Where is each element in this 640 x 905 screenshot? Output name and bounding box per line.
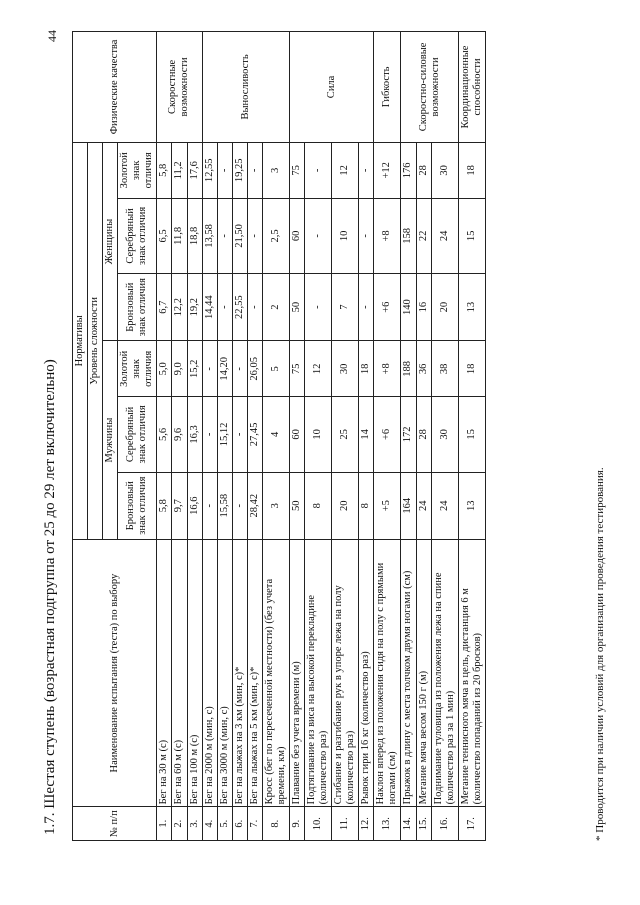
table-row	[232, 32, 247, 841]
table-row	[401, 32, 416, 841]
men-value: 20	[332, 472, 359, 539]
table-row	[289, 32, 304, 841]
women-value: 11,2	[172, 142, 187, 198]
men-value: 5,8	[157, 472, 172, 539]
men-value: 75	[289, 341, 304, 397]
men-value: 5	[262, 341, 289, 397]
men-value: 36	[416, 341, 431, 397]
women-value: -	[247, 274, 262, 341]
women-value: -	[359, 198, 374, 273]
quality-cell: Координационные способности	[458, 32, 485, 143]
test-name: Бег на лыжах на 3 км (мин, с)*	[232, 539, 247, 807]
women-value: -	[247, 142, 262, 198]
test-name: Метание теннисного мяча в цель, дистанция 6 м (количество попаданий из 20 бросков)	[458, 539, 485, 807]
women-value: 5,8	[157, 142, 172, 198]
women-value: 176	[401, 142, 416, 198]
women-value: -	[217, 274, 232, 341]
row-number: 8.	[262, 807, 289, 841]
men-value: 13	[458, 472, 485, 539]
table-body	[157, 32, 485, 841]
quality-cell: Скоростные возможности	[157, 32, 202, 143]
test-name: Плавание без учета времени (м)	[289, 539, 304, 807]
row-number: 9.	[289, 807, 304, 841]
men-value: 28	[416, 397, 431, 472]
women-value: 17,6	[187, 142, 202, 198]
test-name: Наклон вперед из положения сидя на полу с прямыми ногами (см)	[374, 539, 401, 807]
norms-table	[72, 31, 486, 841]
women-value: -	[217, 198, 232, 273]
table-row	[247, 32, 262, 841]
women-value: 14,44	[202, 274, 217, 341]
women-value: 50	[289, 274, 304, 341]
table-row	[416, 32, 431, 841]
table-row	[374, 32, 401, 841]
header-quality: Физические качества	[73, 32, 157, 143]
men-value: +5	[374, 472, 401, 539]
men-value: 50	[289, 472, 304, 539]
header-silver-m: Серебряный знак отличия	[118, 397, 157, 472]
men-value: 60	[289, 397, 304, 472]
header-norms: Нормативы	[73, 142, 88, 539]
men-value: 10	[305, 397, 332, 472]
men-value: 188	[401, 341, 416, 397]
men-value: 28,42	[247, 472, 262, 539]
women-value: 158	[401, 198, 416, 273]
men-value: 14	[359, 397, 374, 472]
table-row	[431, 32, 458, 841]
women-value: 24	[431, 198, 458, 273]
row-number: 14.	[401, 807, 416, 841]
men-value: 15,2	[187, 341, 202, 397]
header-name: Наименование испытания (теста) по выбору	[73, 539, 157, 807]
header-women: Женщины	[103, 142, 118, 341]
women-value: -	[305, 274, 332, 341]
women-value: 75	[289, 142, 304, 198]
women-value: 15	[458, 198, 485, 273]
men-value: 9,7	[172, 472, 187, 539]
women-value: 16	[416, 274, 431, 341]
footnote: * Проводится при наличии условий для организации проведения тестирования.	[594, 467, 606, 841]
women-value: -	[305, 142, 332, 198]
table-row	[187, 32, 202, 841]
women-value: 10	[332, 198, 359, 273]
men-value: 8	[305, 472, 332, 539]
page-number: 44	[45, 30, 59, 42]
quality-cell: Сила	[289, 32, 373, 143]
men-value: -	[202, 341, 217, 397]
women-value: 2	[262, 274, 289, 341]
table-row	[359, 32, 374, 841]
women-value: +6	[374, 274, 401, 341]
men-value: 5,6	[157, 397, 172, 472]
women-value: 12,55	[202, 142, 217, 198]
header-bronze-w: Бронзовый знак отличия	[118, 274, 157, 341]
men-value: 5,0	[157, 341, 172, 397]
men-value: +8	[374, 341, 401, 397]
table-row	[202, 32, 217, 841]
row-number: 2.	[172, 807, 187, 841]
test-name: Бег на 2000 м (мин, с)	[202, 539, 217, 807]
row-number: 12.	[359, 807, 374, 841]
header-level: Уровень сложности	[88, 142, 103, 539]
row-number: 7.	[247, 807, 262, 841]
women-value: 60	[289, 198, 304, 273]
men-value: 164	[401, 472, 416, 539]
men-value: 14,20	[217, 341, 232, 397]
men-value: 8	[359, 472, 374, 539]
women-value: -	[305, 198, 332, 273]
test-name: Бег на 3000 м (мин, с)	[217, 539, 232, 807]
quality-cell: Гибкость	[374, 32, 401, 143]
women-value: 7	[332, 274, 359, 341]
men-value: -	[232, 341, 247, 397]
row-number: 16.	[431, 807, 458, 841]
men-value: +6	[374, 397, 401, 472]
women-value: 21,50	[232, 198, 247, 273]
women-value: +12	[374, 142, 401, 198]
test-name: Бег на 30 м (с)	[157, 539, 172, 807]
men-value: 172	[401, 397, 416, 472]
men-value: 16,3	[187, 397, 202, 472]
header-silver-w: Серебряный знак отличия	[118, 198, 157, 273]
row-number: 15.	[416, 807, 431, 841]
women-value: 28	[416, 142, 431, 198]
women-value: 20	[431, 274, 458, 341]
men-value: 9,6	[172, 397, 187, 472]
table-row	[332, 32, 359, 841]
row-number: 5.	[217, 807, 232, 841]
women-value: -	[247, 198, 262, 273]
men-value: 38	[431, 341, 458, 397]
men-value: 15	[458, 397, 485, 472]
women-value: 19,25	[232, 142, 247, 198]
women-value: 22	[416, 198, 431, 273]
women-value: -	[359, 142, 374, 198]
men-value: 18	[458, 341, 485, 397]
row-number: 3.	[187, 807, 202, 841]
men-value: 15,12	[217, 397, 232, 472]
men-value: 12	[305, 341, 332, 397]
test-name: Бег на лыжах на 5 км (мин, с)*	[247, 539, 262, 807]
row-number: 10.	[305, 807, 332, 841]
test-name: Кросс (бег по пересеченной местности) (без учета времени, км)	[262, 539, 289, 807]
women-value: 12,2	[172, 274, 187, 341]
test-name: Прыжок в длину с места толчком двумя ногами (см)	[401, 539, 416, 807]
men-value: 4	[262, 397, 289, 472]
men-value: 3	[262, 472, 289, 539]
men-value: 30	[431, 397, 458, 472]
women-value: 6,7	[157, 274, 172, 341]
table-row	[157, 32, 172, 841]
row-number: 11.	[332, 807, 359, 841]
table-row	[262, 32, 289, 841]
men-value: 18	[359, 341, 374, 397]
table-row	[305, 32, 332, 841]
test-name: Поднимание туловища из положения лежа на спине (количество раз за 1 мин)	[431, 539, 458, 807]
women-value: 18	[458, 142, 485, 198]
header-gold-w: Золотой знак отличия	[118, 142, 157, 198]
men-value: 16,6	[187, 472, 202, 539]
quality-cell: Выносливость	[202, 32, 289, 143]
men-value: 25	[332, 397, 359, 472]
women-value: 30	[431, 142, 458, 198]
men-value: 24	[431, 472, 458, 539]
men-value: 15,58	[217, 472, 232, 539]
header-men: Мужчины	[103, 341, 118, 540]
rotated-page	[42, 27, 622, 877]
women-value: -	[359, 274, 374, 341]
women-value: 140	[401, 274, 416, 341]
women-value: 2,5	[262, 198, 289, 273]
women-value: 13,58	[202, 198, 217, 273]
women-value: -	[217, 142, 232, 198]
table-row	[458, 32, 485, 841]
section-title: 1.7. Шестая ступень (возрастная подгруппа от 25 до 29 лет включительно)	[42, 359, 58, 835]
men-value: -	[232, 472, 247, 539]
row-number: 1.	[157, 807, 172, 841]
header-gold-m: Золотой знак отличия	[118, 341, 157, 397]
row-number: 13.	[374, 807, 401, 841]
test-name: Бег на 60 м (с)	[172, 539, 187, 807]
women-value: 11,8	[172, 198, 187, 273]
men-value: 26,05	[247, 341, 262, 397]
test-name: Сгибание и разгибание рук в упоре лежа на полу (количество раз)	[332, 539, 359, 807]
men-value: 24	[416, 472, 431, 539]
header-bronze-m: Бронзовый знак отличия	[118, 472, 157, 539]
test-name: Подтягивание из виса на высокой перекладине (количество раз)	[305, 539, 332, 807]
men-value: 27,45	[247, 397, 262, 472]
test-name: Метание мяча весом 150 г (м)	[416, 539, 431, 807]
women-value: 18,8	[187, 198, 202, 273]
women-value: 3	[262, 142, 289, 198]
test-name: Рывок гири 16 кг (количество раз)	[359, 539, 374, 807]
men-value: -	[202, 472, 217, 539]
women-value: 6,5	[157, 198, 172, 273]
men-value: 30	[332, 341, 359, 397]
table-row	[217, 32, 232, 841]
row-number: 4.	[202, 807, 217, 841]
women-value: +8	[374, 198, 401, 273]
test-name: Бег на 100 м (с)	[187, 539, 202, 807]
row-number: 6.	[232, 807, 247, 841]
women-value: 22,55	[232, 274, 247, 341]
header-num: № п/п	[73, 807, 157, 841]
table-row	[172, 32, 187, 841]
quality-cell: Скоростно-силовые возможности	[401, 32, 458, 143]
men-value: -	[232, 397, 247, 472]
women-value: 19,2	[187, 274, 202, 341]
women-value: 13	[458, 274, 485, 341]
row-number: 17.	[458, 807, 485, 841]
women-value: 12	[332, 142, 359, 198]
men-value: -	[202, 397, 217, 472]
men-value: 9,0	[172, 341, 187, 397]
